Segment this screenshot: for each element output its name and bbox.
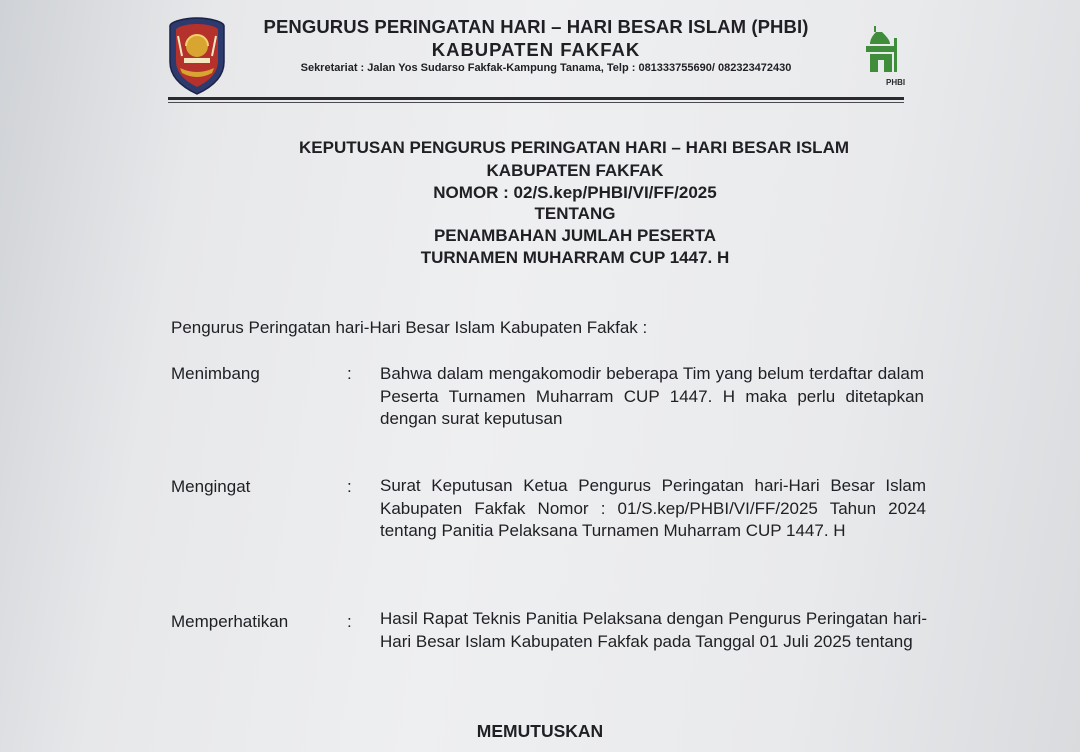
letterhead-divider-thick xyxy=(168,97,904,100)
phbi-logo xyxy=(836,10,914,90)
letterhead-divider-thin xyxy=(168,102,904,103)
mengingat-label: Mengingat xyxy=(171,477,251,496)
phbi-logo-text: PHBI xyxy=(886,78,906,87)
decree-subject-line1: PENAMBAHAN JUMLAH PESERTA xyxy=(433,226,717,245)
letterhead-org-name: PENGURUS PERINGATAN HARI – HARI BESAR ISLAM (PHBI) xyxy=(263,16,809,37)
decree-about-label: TENTANG xyxy=(534,204,616,223)
letterhead-address: Sekretariat : Jalan Yos Sudarso Fakfak-Kampung Tanama, Telp : 081333755690/ 082323472430 xyxy=(300,62,792,74)
decree-number: NOMOR : 02/S.kep/PHBI/VI/FF/2025 xyxy=(433,183,717,202)
memperhatikan-text: Hasil Rapat Teknis Panitia Pelaksana dengan Pengurus Peringatan hari-Hari Besar Islam Kabupaten Fakfak pada Tanggal 01 Juli 2025 tentang xyxy=(380,609,927,651)
intro-text: Pengurus Peringatan hari-Hari Besar Islam Kabupaten Fakfak : xyxy=(171,318,648,337)
decision-heading: MEMUTUSKAN xyxy=(476,721,604,741)
menimbang-text: Bahwa dalam mengakomodir beberapa Tim yang belum terdaftar dalam Peserta Turnamen Muharram CUP 1447. H maka perlu ditetapkan dengan surat keputusan xyxy=(380,364,924,428)
decree-subject-line2: TURNAMEN MUHARRAM CUP 1447. H xyxy=(420,248,730,267)
menimbang-colon: : xyxy=(347,364,352,383)
memperhatikan-colon: : xyxy=(347,612,352,631)
decree-title-regency: KABUPATEN FAKFAK xyxy=(486,161,664,180)
mengingat-text: Surat Keputusan Ketua Pengurus Peringatan hari-Hari Besar Islam Kabupaten Fakfak Nomor : 01/S.kep/PHBI/VI/FF/2025 Tahun 2024 tentang Panitia Pelaksana Turnamen Muharram CUP 1447. H xyxy=(380,476,926,540)
memperhatikan-label: Memperhatikan xyxy=(171,612,289,631)
menimbang-label: Menimbang xyxy=(171,364,260,383)
regency-coat-of-arms-logo xyxy=(166,16,228,96)
decree-title: KEPUTUSAN PENGURUS PERINGATAN HARI – HARI BESAR ISLAM xyxy=(298,138,850,157)
mengingat-colon: : xyxy=(347,477,352,496)
letterhead-regency: KABUPATEN FAKFAK xyxy=(431,39,641,60)
